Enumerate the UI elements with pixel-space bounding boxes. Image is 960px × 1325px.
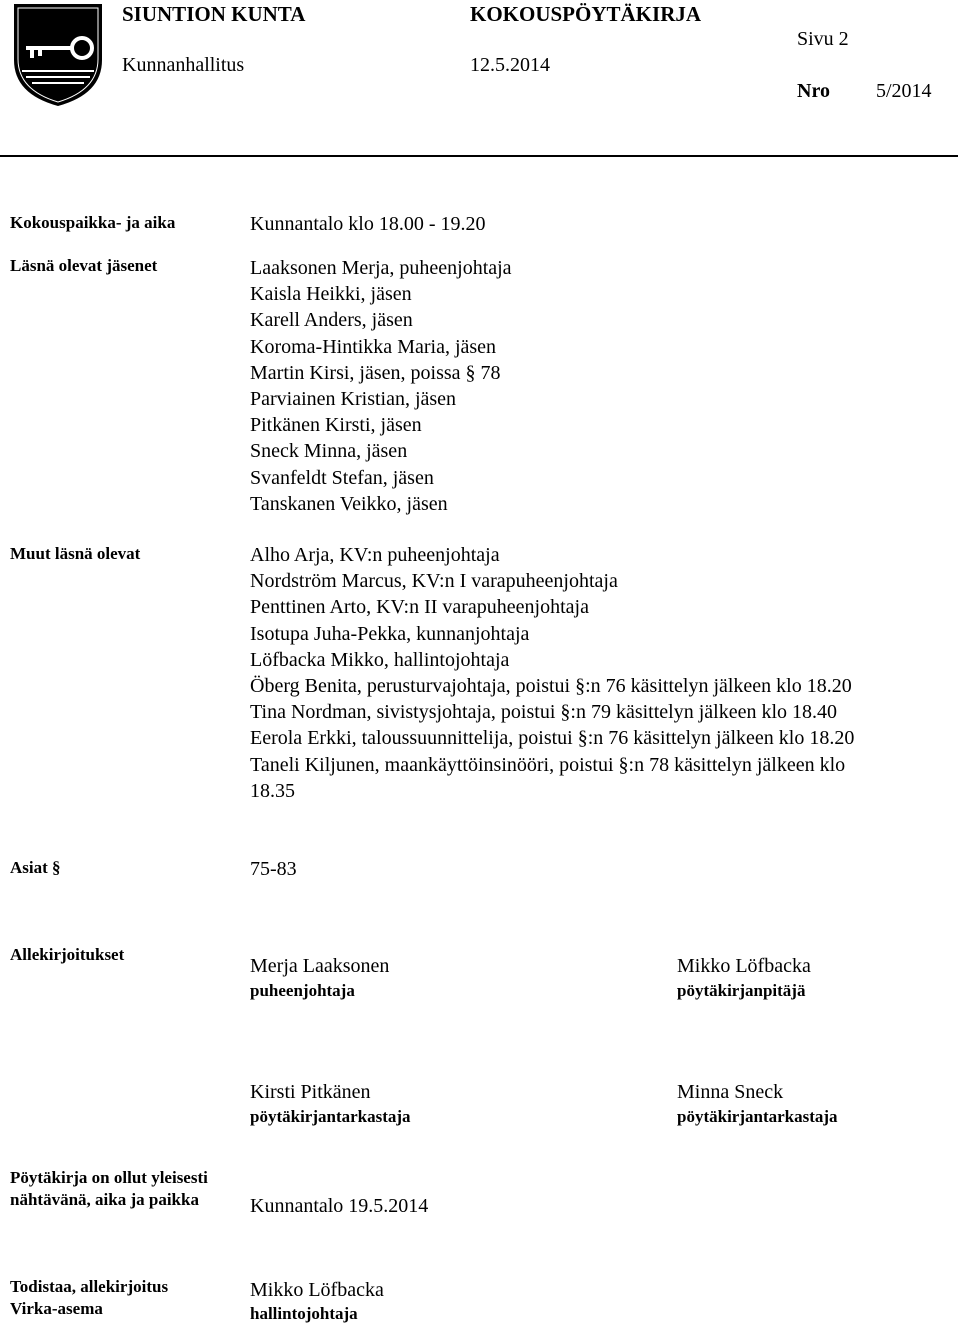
- certify-label-line1: Todistaa, allekirjoitus: [10, 1277, 169, 1296]
- checker1-name: Kirsti Pitkänen: [250, 1081, 371, 1103]
- public-label-line1: Pöytäkirja on ollut yleisesti: [10, 1168, 208, 1187]
- list-item: Isotupa Juha-Pekka, kunnanjohtaja: [250, 622, 530, 645]
- public-value: Kunnantalo 19.5.2014: [250, 1195, 429, 1217]
- list-item: Martin Kirsi, jäsen, poissa § 78: [250, 361, 501, 384]
- document-number: 5/2014: [876, 80, 932, 102]
- list-item: Öberg Benita, perusturvajohtaja, poistui §:n 76 käsittelyn jälkeen klo 18.20: [250, 675, 852, 698]
- list-item: Taneli Kiljunen, maankäyttöinsinööri, poistui §:n 78 käsittelyn jälkeen klo: [250, 753, 846, 776]
- place-time-label: Kokouspaikka- ja aika: [10, 213, 176, 232]
- list-item: Nordström Marcus, KV:n I varapuheenjohtaja: [250, 570, 618, 593]
- checker2-title: pöytäkirjantarkastaja: [677, 1107, 838, 1126]
- public-label-line2: nähtävänä, aika ja paikka: [10, 1190, 199, 1209]
- document-type: KOKOUSPÖYTÄKIRJA: [470, 2, 702, 26]
- checker1-title: pöytäkirjantarkastaja: [250, 1107, 411, 1126]
- place-time-value: Kunnantalo klo 18.00 - 19.20: [250, 213, 486, 235]
- governing-body: Kunnanhallitus: [122, 54, 245, 76]
- municipality-name: SIUNTION KUNTA: [122, 2, 306, 26]
- certify-name: Mikko Löfbacka: [250, 1279, 384, 1301]
- checker2-name: Minna Sneck: [677, 1081, 784, 1103]
- secretary-name: Mikko Löfbacka: [677, 955, 811, 977]
- others-label: Muut läsnä olevat: [10, 544, 141, 563]
- certify-title: hallintojohtaja: [250, 1304, 358, 1323]
- others-list: [250, 542, 854, 804]
- meeting-date: 12.5.2014: [470, 54, 550, 76]
- signatures-label: Allekirjoitukset: [10, 945, 125, 964]
- list-item: Penttinen Arto, KV:n II varapuheenjohtaja: [250, 596, 589, 619]
- list-item: Löfbacka Mikko, hallintojohtaja: [250, 648, 510, 671]
- chair-title: puheenjohtaja: [250, 981, 355, 1000]
- list-item: Tanskanen Veikko, jäsen: [250, 492, 448, 515]
- list-item: Laaksonen Merja, puheenjohtaja: [250, 257, 512, 279]
- list-item: 18.35: [250, 779, 295, 802]
- list-item: Eerola Erkki, taloussuunnittelija, poistui §:n 76 käsittelyn jälkeen klo 18.20: [250, 727, 855, 750]
- chair-name: Merja Laaksonen: [250, 955, 390, 977]
- list-item: Koroma-Hintikka Maria, jäsen: [250, 335, 497, 358]
- number-label: Nro: [797, 80, 830, 102]
- page-number: Sivu 2: [797, 28, 849, 50]
- matters-label: Asiat §: [10, 858, 61, 877]
- secretary-title: pöytäkirjanpitäjä: [677, 981, 806, 1000]
- list-item: Karell Anders, jäsen: [250, 309, 413, 332]
- list-item: Kaisla Heikki, jäsen: [250, 283, 412, 306]
- coat-of-arms-key-icon: [12, 2, 104, 108]
- list-item: Sneck Minna, jäsen: [250, 440, 408, 463]
- matters-value: 75-83: [250, 858, 297, 880]
- header-divider: [0, 155, 958, 157]
- list-item: Tina Nordman, sivistysjohtaja, poistui §:n 79 käsittelyn jälkeen klo 18.40: [250, 701, 838, 724]
- list-item: Svanfeldt Stefan, jäsen: [250, 466, 434, 489]
- members-label: Läsnä olevat jäsenet: [10, 256, 158, 275]
- certify-label-line2: Virka-asema: [10, 1299, 103, 1318]
- members-list: [250, 255, 512, 517]
- list-item: Pitkänen Kirsti, jäsen: [250, 414, 422, 437]
- list-item: Alho Arja, KV:n puheenjohtaja: [250, 544, 500, 566]
- list-item: Parviainen Kristian, jäsen: [250, 388, 457, 411]
